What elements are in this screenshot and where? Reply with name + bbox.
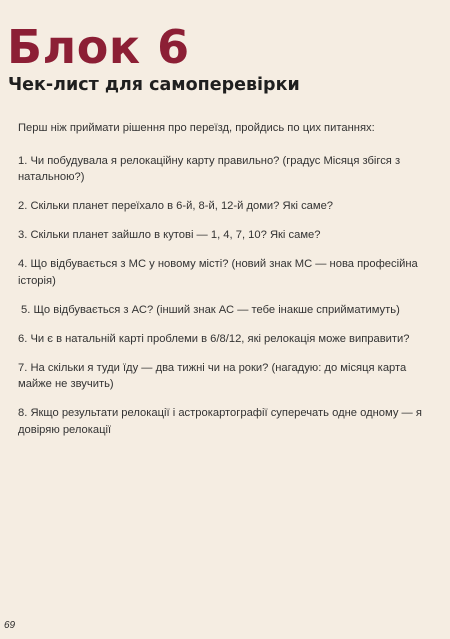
checklist-item-3: 3. Скільки планет зайшло в кутові — 1, 4, 7, 10? Які саме? xyxy=(18,229,321,241)
checklist-intro: Перш ніж приймати рішення про переїзд, пройдись по цих питаннях: xyxy=(18,122,375,134)
page-subtitle: Чек-лист для самоперевірки xyxy=(8,75,300,95)
checklist-item-5: 5. Що відбувається з АС? (інший знак АС — тебе інакше сприйматимуть) xyxy=(21,303,400,316)
checklist-item-4: 4. Що відбувається з МС у новому місті? (новий знак МС — нова професійна історія) xyxy=(18,258,418,287)
checklist-item-7: 7. На скільки я туди їду — два тижні чи на роки? (нагадую: до місяця карта майже не звучить) xyxy=(18,361,407,390)
page-number: 69 xyxy=(4,620,16,631)
block-title: Блок 6 xyxy=(7,20,190,74)
checklist xyxy=(18,120,436,451)
checklist-item-1: 1. Чи побудувала я релокаційну карту правильно? (градус Місяця збігся з натальною?) xyxy=(18,154,401,183)
checklist-item-2: 2. Скільки планет переїхало в 6-й, 8-й, 12-й доми? Які саме? xyxy=(18,200,334,212)
checklist-item-8: 8. Якщо результати релокації і астрокартографії суперечать одне одному — я довіряю релокації xyxy=(18,407,422,436)
checklist-item-6: 6. Чи є в натальній карті проблеми в 6/8/12, які релокація може виправити? xyxy=(18,332,410,345)
